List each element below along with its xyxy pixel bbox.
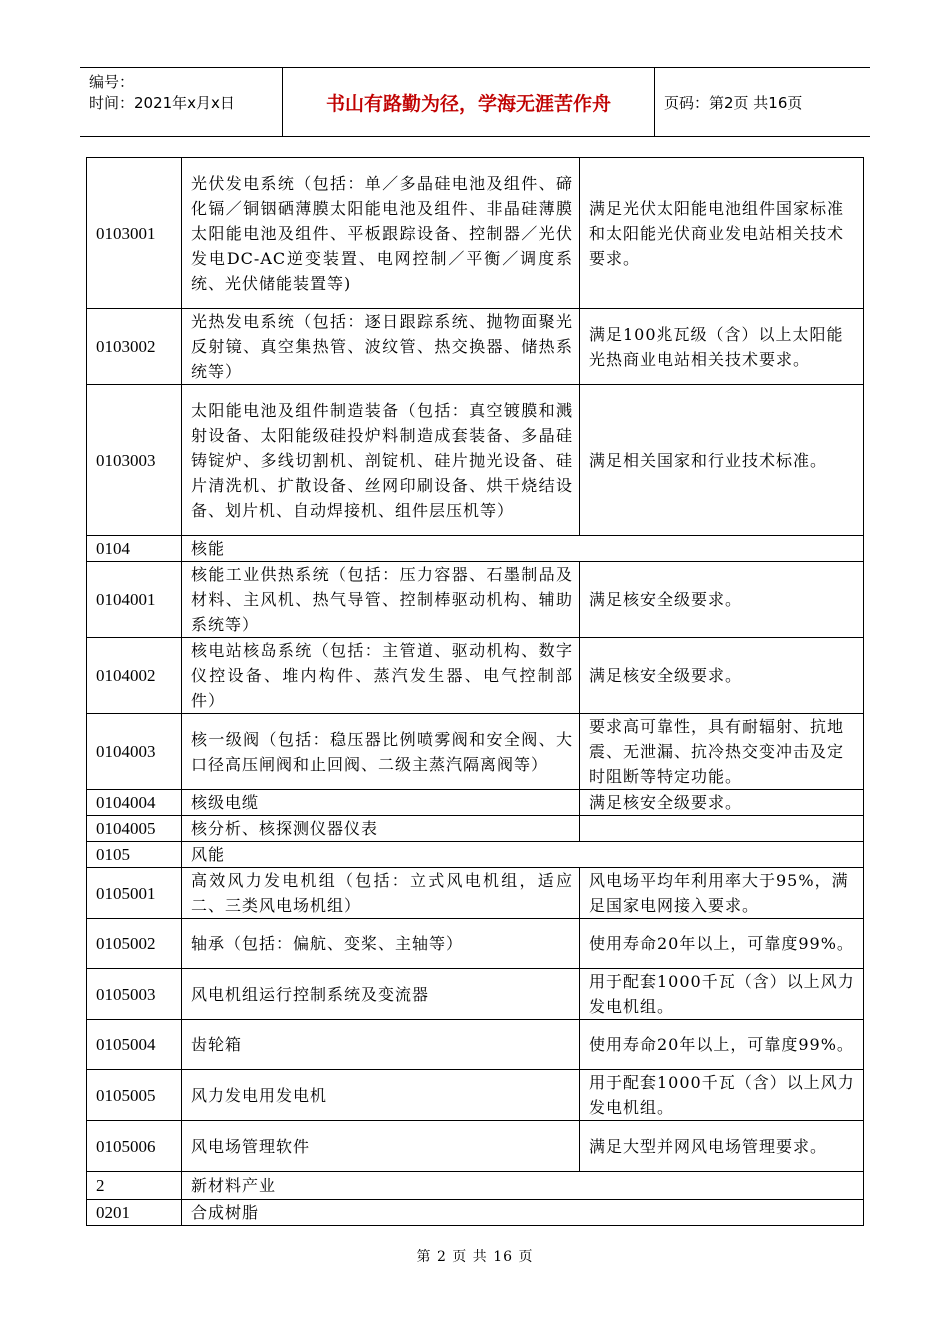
table-row: [87, 1200, 864, 1226]
row-requirement: 满足光伏太阳能电池组件国家标准和太阳能光伏商业发电站相关技术要求。: [580, 158, 864, 309]
row-requirement: 满足相关国家和行业技术标准。: [580, 385, 864, 536]
row-code: 0103003: [87, 385, 182, 536]
row-description: 核能工业供热系统（包括：压力容器、石墨制品及材料、主风机、热气导管、控制棒驱动机构、辅助系统等）: [182, 562, 580, 638]
row-code: 0104002: [87, 638, 182, 714]
row-description: 太阳能电池及组件制造装备（包括：真空镀膜和溅射设备、太阳能级硅投炉料制造成套装备、多晶硅铸锭炉、多线切割机、剖锭机、硅片抛光设备、硅片清洗机、扩散设备、丝网印刷设备、烘干烧结设备、划片机、自动焊接机、组件层压机等）: [182, 385, 580, 536]
row-code: 0104005: [87, 816, 182, 842]
row-code: 0104003: [87, 714, 182, 790]
row-code: 0105004: [87, 1020, 182, 1070]
row-requirement: 满足核安全级要求。: [580, 790, 864, 816]
row-description: 核分析、核探测仪器仪表: [182, 816, 580, 842]
row-code: 0103001: [87, 158, 182, 309]
table-row: [87, 868, 864, 919]
header-page-info: 页码：第2页 共16页: [664, 93, 803, 112]
table-row: [87, 158, 864, 309]
row-code: 0105003: [87, 969, 182, 1020]
row-description: 合成树脂: [182, 1200, 864, 1226]
page-header: [80, 67, 870, 137]
row-requirement: [580, 816, 864, 842]
header-meta: [80, 68, 283, 136]
row-description: 核级电缆: [182, 790, 580, 816]
table-row: [87, 842, 864, 868]
row-requirement: 满足100兆瓦级（含）以上太阳能光热商业电站相关技术要求。: [580, 309, 864, 385]
catalog-table-body: [87, 158, 864, 1226]
document-number-label: 编号：: [89, 73, 135, 91]
table-row: [87, 1020, 864, 1070]
row-description: 风电场管理软件: [182, 1121, 580, 1172]
row-code: 0105001: [87, 868, 182, 919]
row-description: 光热发电系统（包括：逐日跟踪系统、抛物面聚光反射镜、真空集热管、波纹管、热交换器、储热系统等）: [182, 309, 580, 385]
row-description: 核能: [182, 536, 864, 562]
row-description: 风能: [182, 842, 864, 868]
table-row: [87, 562, 864, 638]
row-description: 齿轮箱: [182, 1020, 580, 1070]
row-code: 0105006: [87, 1121, 182, 1172]
row-requirement: 使用寿命20年以上，可靠度99%。: [580, 919, 864, 969]
row-requirement: 满足核安全级要求。: [580, 638, 864, 714]
document-time-label: 时间：2021年x月x日: [89, 94, 235, 112]
page-footer: 第 2 页 共 16 页: [416, 1249, 534, 1265]
row-description: 新材料产业: [182, 1172, 864, 1200]
table-row: [87, 919, 864, 969]
table-row: [87, 638, 864, 714]
row-requirement: 满足核安全级要求。: [580, 562, 864, 638]
row-code: 0201: [87, 1200, 182, 1226]
table-row: [87, 790, 864, 816]
table-row: [87, 714, 864, 790]
catalog-table: [86, 157, 864, 1226]
table-row: [87, 536, 864, 562]
table-row: [87, 1172, 864, 1200]
row-requirement: 用于配套1000千瓦（含）以上风力发电机组。: [580, 1070, 864, 1121]
row-requirement: 要求高可靠性，具有耐辐射、抗地震、无泄漏、抗冷热交变冲击及定时阻断等特定功能。: [580, 714, 864, 790]
row-requirement: 使用寿命20年以上，可靠度99%。: [580, 1020, 864, 1070]
table-row: [87, 969, 864, 1020]
row-code: 0105: [87, 842, 182, 868]
row-description: 高效风力发电机组（包括：立式风电机组，适应二、三类风电场机组）: [182, 868, 580, 919]
row-requirement: 用于配套1000千瓦（含）以上风力发电机组。: [580, 969, 864, 1020]
header-motto: 书山有路勤为径，学海无涯苦作舟: [283, 68, 655, 136]
row-description: 核一级阀（包括：稳压器比例喷雾阀和安全阀、大口径高压闸阀和止回阀、二级主蒸汽隔离阀等）: [182, 714, 580, 790]
row-description: 风力发电用发电机: [182, 1070, 580, 1121]
row-code: 0105005: [87, 1070, 182, 1121]
row-code: 2: [87, 1172, 182, 1200]
row-description: 轴承（包括：偏航、变桨、主轴等）: [182, 919, 580, 969]
row-code: 0104004: [87, 790, 182, 816]
row-description: 核电站核岛系统（包括：主管道、驱动机构、数字仪控设备、堆内构件、蒸汽发生器、电气控制部件）: [182, 638, 580, 714]
table-row: [87, 816, 864, 842]
row-description: 风电机组运行控制系统及变流器: [182, 969, 580, 1020]
row-code: 0105002: [87, 919, 182, 969]
table-row: [87, 1070, 864, 1121]
table-row: [87, 309, 864, 385]
table-row: [87, 1121, 864, 1172]
row-description: 光伏发电系统（包括：单／多晶硅电池及组件、碲化镉／铜铟硒薄膜太阳能电池及组件、非晶硅薄膜太阳能电池及组件、平板跟踪设备、控制器／光伏发电DC-AC逆变装置、电网控制／平衡／调度系统、光伏储能装置等): [182, 158, 580, 309]
table-row: [87, 385, 864, 536]
row-requirement: 风电场平均年利用率大于95%，满足国家电网接入要求。: [580, 868, 864, 919]
row-code: 0104: [87, 536, 182, 562]
row-code: 0103002: [87, 309, 182, 385]
row-code: 0104001: [87, 562, 182, 638]
row-requirement: 满足大型并网风电场管理要求。: [580, 1121, 864, 1172]
